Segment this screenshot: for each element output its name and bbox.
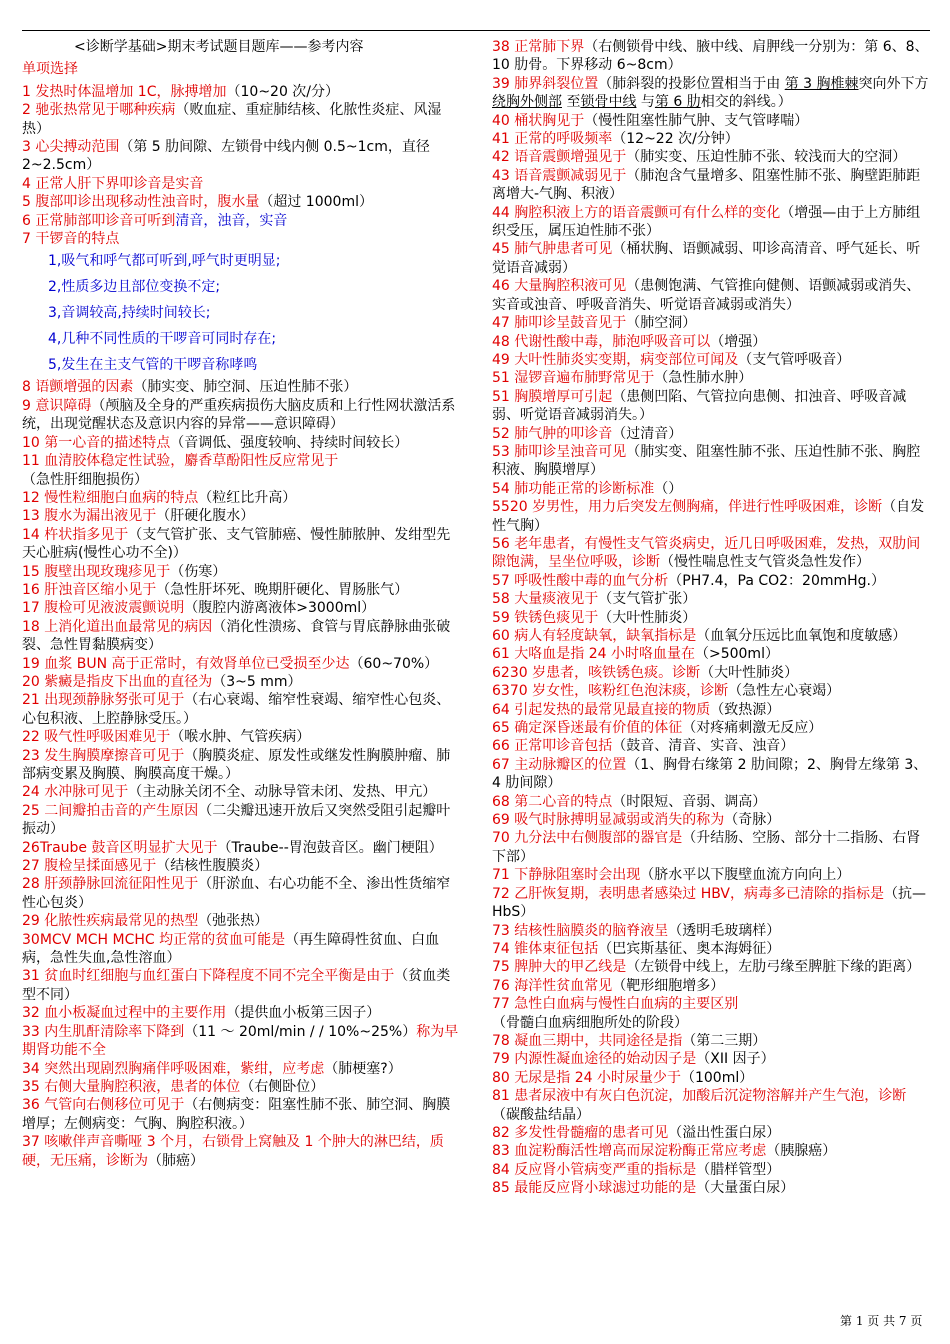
question-item bbox=[492, 737, 930, 755]
question-item bbox=[492, 369, 930, 387]
question-text: 82 多发性骨髓瘤的患者可见 bbox=[492, 1124, 669, 1141]
question-item bbox=[492, 333, 930, 351]
answer-text: （提供血小板第三因子） bbox=[226, 1005, 381, 1022]
question-item bbox=[22, 802, 460, 839]
question-item bbox=[492, 922, 930, 940]
question-text: 42 语音震颤增强见于 bbox=[492, 149, 627, 166]
question-item bbox=[492, 1179, 930, 1197]
question-item bbox=[492, 829, 930, 866]
question-item bbox=[22, 728, 460, 746]
answer-text: （10~20 次/分） bbox=[226, 83, 340, 100]
question-item bbox=[492, 480, 930, 498]
question-text: 37 咳嗽伴声音嘶哑 3 个月，右锁骨上窝触及 1 个肿大的淋巴结，质硬，无压痛，诊断为 bbox=[22, 1134, 444, 1169]
answer-text: （肺斜裂的投影位置相当于由 bbox=[598, 75, 785, 92]
answer-text: （肺实变、阻塞性肺不张、压迫性肺不张、胸腔积液、胸膜增厚） bbox=[492, 443, 921, 479]
answer-text: （大叶性肺炎） bbox=[700, 664, 799, 681]
question-text: 13 腹水为漏出液见于 bbox=[22, 508, 157, 525]
answer-text: （右侧卧位） bbox=[240, 1078, 325, 1095]
answer-text: （XII 因子） bbox=[696, 1051, 775, 1068]
question-text: 22 吸气性呼吸困难见于 bbox=[22, 729, 171, 746]
answer-text: （右侧锁骨中线、腋中线、肩胛线一分别为：第 6、8、10 肋骨。下界移动 6~8cm） bbox=[492, 39, 929, 74]
question-item bbox=[492, 38, 930, 75]
list-subitem bbox=[22, 326, 460, 352]
question-text: 45 肺气肿患者可见 bbox=[492, 241, 613, 258]
question-item bbox=[22, 857, 460, 875]
question-text: 3 心尖搏动范围 bbox=[22, 139, 120, 156]
answer-text: （支气管呼吸音） bbox=[738, 351, 851, 368]
question-item bbox=[22, 839, 460, 857]
answer-text: （100ml） bbox=[680, 1069, 754, 1086]
question-item bbox=[492, 167, 930, 204]
answer-text: （鼓音、清音、实音、浊音） bbox=[612, 738, 795, 755]
question-item bbox=[492, 130, 930, 148]
question-text: 60 病人有轻度缺氧，缺氧指标是 bbox=[492, 628, 697, 644]
answer-text: （右心衰竭、缩窄性衰竭、缩窄性心包炎、心包积液、上腔静脉受压。） bbox=[22, 692, 451, 727]
answer-text: （PH7.4，Pa CO2：20mmHg.） bbox=[668, 572, 885, 589]
question-item bbox=[492, 701, 930, 719]
question-text: 68 第二心音的特点 bbox=[492, 793, 613, 810]
question-item bbox=[22, 434, 460, 452]
question-text: 65 确定深昏迷最有价值的体征 bbox=[492, 720, 683, 737]
question-item bbox=[492, 351, 930, 369]
question-text: 18 上消化道出血最常见的病因 bbox=[22, 618, 213, 635]
question-item bbox=[492, 1069, 930, 1087]
underlined-text: 第 6 肋 bbox=[654, 94, 701, 111]
question-item bbox=[22, 747, 460, 784]
answer-text: （慢性喘息性支气管炎急性发作） bbox=[660, 554, 870, 571]
question-text: 80 无尿是指 24 小时尿量少于 bbox=[492, 1069, 681, 1086]
answer-text: 5,发生在主支气管的干啰音称哮鸣 bbox=[48, 357, 258, 374]
question-text: 27 腹检呈揉面感见于 bbox=[22, 858, 157, 875]
answer-text: 突向外下方 bbox=[858, 75, 929, 92]
question-text: 46 大量胸腔积液可见 bbox=[492, 278, 627, 295]
question-item bbox=[492, 866, 930, 884]
question-item bbox=[492, 627, 930, 645]
question-item bbox=[22, 1133, 460, 1170]
question-item bbox=[492, 682, 930, 700]
question-item bbox=[492, 719, 930, 737]
answer-text: （急性肝细胞损伤） bbox=[22, 471, 148, 488]
answer-text: （时限短、音弱、调高） bbox=[612, 793, 767, 810]
answer-text: （支气管扩张） bbox=[598, 591, 697, 608]
question-item bbox=[492, 240, 930, 277]
answer-text: 至 bbox=[562, 94, 581, 111]
answer-text: （胸膜炎症、原发性或继发性胸膜肿瘤、肺部病变累及胸膜、胸膜高度干燥。） bbox=[22, 747, 451, 782]
answer-text: （脐水平以下腹壁血流方向向上） bbox=[640, 867, 851, 884]
question-text: 73 结核性脑膜炎的脑脊液呈 bbox=[492, 922, 669, 939]
question-item bbox=[22, 599, 460, 617]
question-item bbox=[492, 1124, 930, 1142]
question-text: 38 正常肺下界 bbox=[492, 39, 585, 55]
question-text: 77 急性白血病与慢性白血病的主要区别 bbox=[492, 996, 739, 1013]
question-text: 21 出现颈静脉努张可见于 bbox=[22, 692, 185, 709]
question-item bbox=[492, 811, 930, 829]
question-text: 57 呼吸性酸中毒的血气分析 bbox=[492, 572, 669, 589]
question-text: 15 腹壁出现玫瑰疹见于 bbox=[22, 563, 171, 580]
question-item bbox=[22, 175, 460, 193]
question-item bbox=[492, 425, 930, 443]
question-text: 59 铁锈色痰见于 bbox=[492, 609, 599, 626]
question-item bbox=[22, 101, 460, 138]
question-item bbox=[22, 1060, 460, 1078]
answer-text: （肺实变、压迫性肺不张、较浅而大的空洞） bbox=[626, 149, 907, 166]
question-text: 51 湿锣音遍布肺野常见于 bbox=[492, 370, 655, 387]
question-text: 40 桶状胸见于 bbox=[492, 112, 585, 129]
question-text: 83 血淀粉酶活性增高而尿淀粉酶正常应考虑 bbox=[492, 1143, 767, 1160]
question-text: 81 患者尿液中有灰白色沉淀，加酸后沉淀物溶解并产生气泡，诊断 bbox=[492, 1088, 907, 1105]
question-text: 72 乙肝恢复期，表明患者感染过 HBV，病毒多已清除的指标是 bbox=[492, 885, 884, 902]
question-text: 56 老年患者，有慢性支气管炎病史，近几日呼吸困难，发热，双肋间隙饱满，呈坐位呼吸，诊断 bbox=[492, 535, 921, 571]
question-text: 19 血浆 BUN 高于正常时，有效肾单位已受损至少达 bbox=[22, 655, 350, 672]
question-text: 44 胸腔积液上方的语音震颤可有什么样的变化 bbox=[492, 204, 781, 221]
answer-text: （自发性气胸） bbox=[492, 499, 925, 534]
question-text: 2 驰张热常见于哪种疾病 bbox=[22, 102, 176, 119]
question-item bbox=[492, 977, 930, 995]
question-text: 64 引起发热的最常见最直接的物质 bbox=[492, 701, 711, 718]
question-item bbox=[22, 1023, 460, 1060]
question-item bbox=[22, 967, 460, 1004]
answer-text: （增强—由于上方肺组织受压，属压迫性肺不张） bbox=[492, 204, 921, 240]
answer-text: 3,音调较高,持续时间较长; bbox=[48, 305, 211, 322]
question-item bbox=[22, 931, 460, 968]
question-text: 79 内源性凝血途径的始动因子是 bbox=[492, 1051, 697, 1068]
question-item bbox=[22, 193, 460, 211]
answer-text: 4,几种不同性质的干啰音可同时存在; bbox=[48, 331, 277, 348]
answer-text: （患侧凹陷、气管拉向患侧、扣浊音、呼吸音减弱、听觉语音减弱消失。） bbox=[492, 388, 907, 424]
list-subitem bbox=[22, 248, 460, 274]
answer-text: （第二三期） bbox=[682, 1032, 767, 1049]
question-text: 58 大量痰液见于 bbox=[492, 591, 599, 608]
answer-text: （再生障碍性贫血、白血病，急性失血,急性溶血） bbox=[22, 931, 440, 967]
answer-text: 相交的斜线。） bbox=[700, 94, 792, 111]
answer-text: （巴宾斯基征、奥本海姆征） bbox=[598, 940, 781, 957]
question-item bbox=[492, 1087, 930, 1124]
question-item bbox=[492, 1161, 930, 1179]
question-text: 78 凝血三期中，共同途径是指 bbox=[492, 1032, 683, 1049]
answer-text: （肝淤血、右心功能不全、渗出性货缩窄性心包炎） bbox=[22, 876, 451, 911]
question-item bbox=[22, 655, 460, 673]
question-text: 76 海洋性贫血常见 bbox=[492, 977, 613, 994]
question-item bbox=[22, 526, 460, 563]
answer-text: （肺空洞） bbox=[626, 315, 697, 332]
question-item bbox=[22, 691, 460, 728]
question-text: 33 内生肌酐清除率下降到 bbox=[22, 1023, 185, 1040]
question-text: 24 水冲脉可见于 bbox=[22, 784, 129, 801]
question-item bbox=[492, 388, 930, 425]
answer-text: （患侧饱满、气管推向健侧、语颤减弱或消失、实音或浊音、呼吸音消失、听觉语音减弱或消失） bbox=[492, 278, 921, 313]
question-text: 29 化脓性疾病最常见的热型 bbox=[22, 913, 199, 930]
answer-text: （消化性溃疡、食管与胃底静脉曲张破裂、急性胃黏膜病变） bbox=[22, 618, 451, 654]
answer-text: （3~5 mm） bbox=[212, 673, 302, 690]
answer-text: （12~22 次/分钟） bbox=[612, 131, 739, 148]
answer-text: （60~70%） bbox=[349, 655, 439, 672]
question-text: 10 第一心音的描述特点 bbox=[22, 434, 171, 451]
answer-text: （碳酸盐结晶） bbox=[492, 1106, 590, 1123]
answer-text: （过清音） bbox=[612, 425, 683, 442]
question-text: 6230 岁患者，咳铁锈色痰。诊断 bbox=[492, 664, 701, 681]
question-text: 66 正常叩诊音包括 bbox=[492, 738, 613, 755]
section-heading: 单项选择 bbox=[22, 61, 78, 78]
question-text: 51 胸膜增厚可引起 bbox=[492, 388, 613, 405]
question-item bbox=[22, 230, 460, 248]
answer-text: （二尖瓣迅速开放后又突然受阻引起瓣叶振动） bbox=[22, 802, 451, 838]
question-text: 49 大叶性肺炎实变期，病变部位可闻及 bbox=[492, 351, 739, 368]
question-item bbox=[492, 572, 930, 590]
question-text: 28 肝颈静脉回流征阳性见于 bbox=[22, 876, 199, 893]
question-text: 6 正常肺部叩诊音可听到 bbox=[22, 212, 176, 229]
answer-text: （>500ml） bbox=[694, 646, 779, 663]
list-subitem bbox=[22, 352, 460, 378]
page-footer: 第 1 页 共 7 页 bbox=[840, 1314, 923, 1328]
right-column bbox=[492, 38, 930, 1198]
answer-text: （右侧病变：阻塞性肺不张、肺空洞、胸膜增厚；左侧病变：气胸、胸腔积液。） bbox=[22, 1097, 451, 1132]
question-text: 20 紫癜是指皮下出血的直径为 bbox=[22, 673, 213, 690]
question-text: 32 血小板凝血过程中的主要作用 bbox=[22, 1005, 227, 1022]
answer-text: （肺实变、肺空洞、压迫性肺不张） bbox=[133, 379, 358, 396]
question-text: 25 二间瓣拍击音的产生原因 bbox=[22, 802, 199, 819]
question-text: 48 代谢性酸中毒，肺泡呼吸音可以 bbox=[492, 333, 711, 350]
question-item bbox=[22, 212, 460, 230]
answer-text: （急性肝坏死、晚期肝硬化、胃肠胀气） bbox=[156, 581, 409, 598]
question-text: 54 肺功能正常的诊断标准 bbox=[492, 480, 655, 497]
top-rule bbox=[22, 30, 930, 31]
answer-text: （溢出性蛋白尿） bbox=[668, 1124, 781, 1141]
answer-text: （急性肺水肿） bbox=[654, 370, 753, 387]
question-item bbox=[492, 995, 930, 1032]
underlined-text: 第 3 胸椎棘 bbox=[784, 75, 859, 92]
answer-text: （11 ～ 20ml/min / / 10%~25%） bbox=[184, 1023, 417, 1040]
question-item bbox=[22, 378, 460, 396]
question-item bbox=[22, 397, 460, 434]
question-item bbox=[22, 563, 460, 581]
answer-text: （骨髓白血病细胞所处的阶段） bbox=[492, 1014, 688, 1031]
document-title: <诊断学基础>期末考试题目题库——参考内容 bbox=[74, 39, 364, 55]
question-item bbox=[492, 498, 930, 535]
answer-text: （慢性阻塞性肺气肿、支气管哮喘） bbox=[584, 112, 809, 129]
underlined-text: 锁骨中线 bbox=[580, 94, 637, 111]
answer-text: （粒红比升高） bbox=[198, 489, 297, 506]
answer-text: 与 bbox=[636, 94, 655, 111]
answer-text: （靶形细胞增多） bbox=[612, 977, 725, 994]
list-subitem bbox=[22, 274, 460, 300]
answer-text: （桶状胸、语颤减弱、叩诊高清音、呼气延长、听觉语音减弱） bbox=[492, 241, 921, 276]
question-item bbox=[492, 958, 930, 976]
question-text: 11 血清胶体稳定性试验，麝香草酚阳性反应常见于 bbox=[22, 453, 339, 470]
question-text: 17 腹检可见液波震颤说明 bbox=[22, 600, 185, 617]
question-text: 34 突然出现剧烈胸痛伴呼吸困难，紫绀，应考虑 bbox=[22, 1060, 325, 1077]
question-item bbox=[22, 83, 460, 101]
question-item bbox=[492, 112, 930, 130]
question-text: 6370 岁女性，咳粉红色泡沫痰，诊断 bbox=[492, 683, 729, 700]
question-item bbox=[492, 940, 930, 958]
answer-text: （音调低、强度较响、持续时间较长） bbox=[170, 434, 409, 451]
question-text: 85 最能反应肾小球滤过功能的是 bbox=[492, 1180, 697, 1197]
answer-text: （肝硬化腹水） bbox=[156, 508, 255, 525]
answer-text: 清音，浊音，实音 bbox=[175, 212, 288, 229]
underlined-text: 绕胸外侧部 bbox=[492, 94, 562, 111]
question-text: 61 大咯血是指 24 小时咯血量在 bbox=[492, 646, 695, 663]
question-text: 43 语音震颤减弱见于 bbox=[492, 167, 627, 184]
answer-text: （大叶性肺炎） bbox=[598, 609, 697, 626]
question-item bbox=[22, 489, 460, 507]
answer-text: （超过 1000ml） bbox=[259, 194, 373, 211]
answer-text: （对疼痛刺激无反应） bbox=[682, 720, 823, 737]
question-text: 35 右侧大量胸腔积液，患者的体位 bbox=[22, 1078, 241, 1095]
answer-text: （奇脉） bbox=[724, 812, 781, 829]
answer-text: （升结肠、空肠、部分十二指肠、右肾下部） bbox=[492, 830, 921, 865]
question-text: 14 杵状指多见于 bbox=[22, 526, 129, 543]
question-item bbox=[22, 138, 460, 175]
question-text: 36 气管向右侧移位可见于 bbox=[22, 1097, 185, 1114]
question-text: 67 主动脉瓣区的位置 bbox=[492, 756, 627, 773]
question-item bbox=[22, 618, 460, 655]
question-text: 9 意识障碍 bbox=[22, 397, 92, 414]
answer-text: （肺泡含气量增多、阻塞性肺不张、胸壁距肺距离增大-气胸、积液） bbox=[492, 167, 921, 203]
question-text: 1 发热时体温增加 1C，脉搏增加 bbox=[22, 83, 227, 100]
question-text: 71 下静脉阻塞时会出现 bbox=[492, 867, 641, 884]
answer-text: （贫血类型不同） bbox=[22, 968, 451, 1003]
question-item bbox=[492, 645, 930, 663]
question-item bbox=[22, 673, 460, 691]
question-item bbox=[492, 75, 930, 112]
question-item bbox=[492, 535, 930, 572]
question-text: 52 肺气肿的叩诊音 bbox=[492, 425, 613, 442]
question-item bbox=[492, 1050, 930, 1068]
question-item bbox=[492, 885, 930, 922]
question-item bbox=[492, 756, 930, 793]
answer-text: （主动脉关闭不全、动脉导管未闭、发热、甲亢） bbox=[128, 784, 437, 801]
answer-text: （透明毛玻璃样） bbox=[668, 922, 781, 939]
question-text: 26Traube 鼓音区明显扩大见于 bbox=[22, 839, 218, 856]
answer-text: （Traube--胃泡鼓音区。幽门梗阻） bbox=[217, 839, 443, 856]
question-text: 称为早期肾功能不全 bbox=[22, 1023, 459, 1059]
answer-text: （致热源） bbox=[710, 701, 781, 718]
answer-text: （） bbox=[654, 480, 683, 497]
answer-text: （支气管扩张、支气管肺癌、慢性肺脓肿、发绀型先天心脏病(慢性心功不全)） bbox=[22, 526, 451, 562]
question-item bbox=[22, 1096, 460, 1133]
question-text: 70 九分法中右侧腹部的器官是 bbox=[492, 830, 683, 847]
question-text: 84 反应肾小管病变严重的指标是 bbox=[492, 1161, 697, 1178]
answer-text: （急性左心衰竭） bbox=[728, 683, 841, 700]
question-item bbox=[22, 581, 460, 599]
question-item bbox=[22, 1004, 460, 1022]
question-text: 16 肝浊音区缩小见于 bbox=[22, 581, 157, 598]
question-item bbox=[22, 912, 460, 930]
answer-text: （胰腺癌） bbox=[766, 1143, 837, 1160]
question-item bbox=[22, 507, 460, 525]
question-text: 4 正常人肝下界叩诊音是实音 bbox=[22, 175, 204, 192]
question-item bbox=[22, 783, 460, 801]
question-item bbox=[492, 1032, 930, 1050]
question-item bbox=[492, 793, 930, 811]
question-item bbox=[492, 1142, 930, 1160]
question-text: 5520 岁男性，用力后突发左侧胸痛，伴进行性呼吸困难，诊断 bbox=[492, 499, 883, 516]
question-text: 69 吸气时脉搏明显减弱或消失的称为 bbox=[492, 812, 725, 829]
answer-text: （增强） bbox=[710, 333, 767, 350]
question-text: 8 语颤增强的因素 bbox=[22, 379, 134, 396]
question-item bbox=[492, 277, 930, 314]
answer-text: （腊样管型） bbox=[696, 1161, 781, 1178]
question-item bbox=[22, 452, 460, 489]
answer-text: （第 5 肋间隙、左锁骨中线内侧 0.5~1cm，直径 2~2.5cm） bbox=[22, 139, 430, 174]
question-text: 74 锥体束征包括 bbox=[492, 940, 599, 957]
question-text: 47 肺叩诊呈鼓音见于 bbox=[492, 315, 627, 332]
question-text: 30MCV MCH MCHC 均正常的贫血可能是 bbox=[22, 931, 286, 948]
question-item bbox=[492, 314, 930, 332]
question-item bbox=[492, 148, 930, 166]
question-text: 75 脾肿大的甲乙线是 bbox=[492, 959, 627, 976]
answer-text: 2,性质多边且部位变换不定; bbox=[48, 279, 221, 296]
question-text: 12 慢性粒细胞白血病的特点 bbox=[22, 489, 199, 506]
left-column bbox=[22, 38, 460, 1170]
answer-text: （大量蛋白尿） bbox=[696, 1180, 795, 1197]
question-item bbox=[492, 204, 930, 241]
answer-text: （腹腔内游离液体>3000ml） bbox=[184, 600, 376, 617]
answer-text: 1,吸气和呼气都可听到,呼气时更明显; bbox=[48, 253, 281, 270]
answer-text: （肺梗塞?） bbox=[324, 1060, 402, 1077]
question-text: 5 腹部叩诊出现移动性浊音时，腹水量 bbox=[22, 194, 260, 211]
answer-text: （血氧分压远比血氧饱和度敏感） bbox=[696, 628, 907, 644]
question-text: 7 干锣音的特点 bbox=[22, 231, 120, 248]
answer-text: （抗—HbS） bbox=[492, 885, 926, 921]
answer-text: （伤寒） bbox=[170, 563, 227, 580]
answer-text: （颅脑及全身的严重疾病损伤大脑皮质和上行性网状激活系统，出现觉醒状态及意识内容的异常——意识障碍） bbox=[22, 397, 456, 433]
question-item bbox=[492, 443, 930, 480]
answer-text: （结核性腹膜炎） bbox=[156, 858, 269, 875]
question-text: 31 贫血时红细胞与血红蛋白下降程度不同不完全平衡是由于 bbox=[22, 968, 395, 985]
question-item bbox=[492, 664, 930, 682]
question-text: 23 发生胸膜摩擦音可见于 bbox=[22, 747, 185, 764]
question-item bbox=[22, 1078, 460, 1096]
question-text: 41 正常的呼吸频率 bbox=[492, 131, 613, 148]
answer-text: （肺癌） bbox=[148, 1152, 204, 1169]
question-item bbox=[492, 590, 930, 608]
question-item bbox=[22, 875, 460, 912]
answer-text: （喉水肿、气管疾病） bbox=[170, 729, 311, 746]
question-text: 53 肺叩诊呈浊音可见 bbox=[492, 443, 627, 460]
answer-text: （弛张热） bbox=[198, 913, 269, 930]
answer-text: （1、胸骨右缘第 2 肋间隙；2、胸骨左缘第 3、4 肋间隙） bbox=[492, 756, 928, 792]
answer-text: （左锁骨中线上，左肋弓缘至脾脏下缘的距离） bbox=[626, 959, 921, 976]
list-subitem bbox=[22, 300, 460, 326]
answer-text: （败血症、重症肺结核、化脓性炎症、风湿热） bbox=[22, 102, 442, 137]
question-item bbox=[492, 609, 930, 627]
question-text: 39 肺界斜裂位置 bbox=[492, 75, 599, 92]
